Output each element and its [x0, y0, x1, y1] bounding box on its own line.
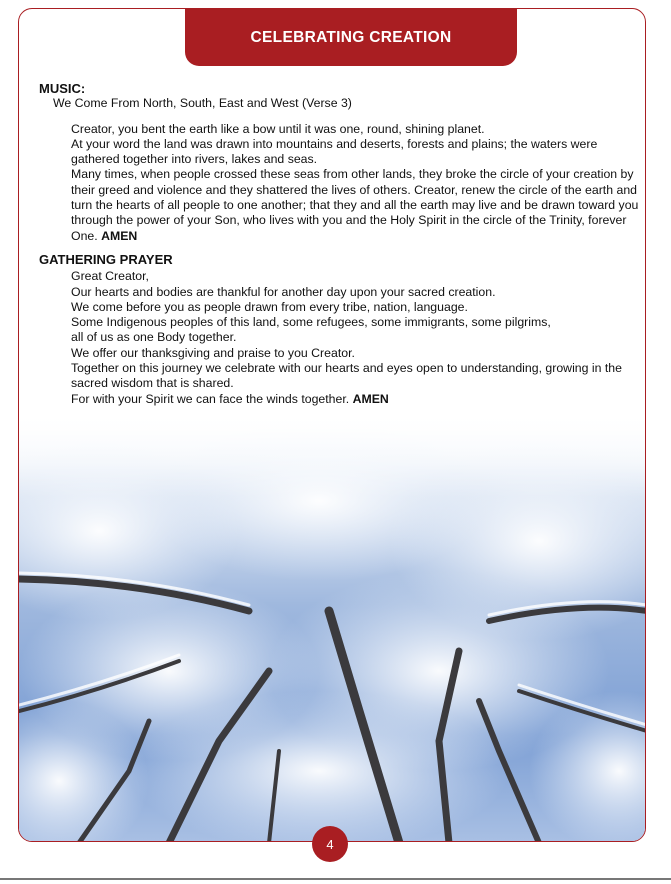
gathering-line-2: Our hearts and bodies are thankful for another day upon your sacred creation. — [71, 284, 496, 299]
gathering-amen: AMEN — [352, 391, 389, 406]
music-heading: MUSIC: — [39, 81, 86, 96]
content — [39, 81, 639, 407]
page-title: CELEBRATING CREATION — [250, 28, 452, 46]
gathering-line-4: Some Indigenous peoples of this land, some refugees, some immigrants, some pilgrims, — [71, 315, 551, 330]
song-title: We Come From North, South, East and West (Verse 3) — [53, 96, 352, 111]
page-frame — [18, 8, 646, 842]
gathering-line-3: We come before you as people drawn from every tribe, nation, language. — [71, 299, 468, 314]
gathering-line-7: Together on this journey we celebrate with our hearts and eyes open to understanding, growing in the sacred wisdom that is shared. — [71, 361, 622, 391]
gathering-line-8-text: For with your Spirit we can face the winds together. — [71, 391, 350, 406]
page-number: 4 — [312, 826, 348, 862]
music-line-3 — [71, 167, 639, 243]
music-prayer — [71, 122, 639, 244]
gathering-line-6: We offer our thanksgiving and praise to you Creator. — [71, 345, 355, 360]
music-line-3-text: Many times, when people crossed these seas from other lands, they broke the circle of your creation by their greed and violence and they shattered the lives of others. Creator, renew the circle of the earth and turn the hearts of all people to one another; that they and all the earth may live and be drawn toward you through the power of your Son, who lives with you and the Holy Spirit in the circle of the Trinity, forever One. — [71, 167, 639, 243]
title-tab — [185, 9, 517, 66]
bottom-divider — [0, 878, 671, 880]
gathering-heading: GATHERING PRAYER — [39, 251, 173, 267]
gathering-line-1: Great Creator, — [71, 269, 149, 284]
music-line-2: At your word the land was drawn into mountains and deserts, forests and plains; the waters were gathered together into rivers, lakes and seas. — [71, 136, 598, 167]
music-line-1: Creator, you bent the earth like a bow until it was one, round, shining planet. — [71, 121, 485, 136]
music-amen: AMEN — [101, 228, 138, 243]
gathering-line-8 — [71, 392, 639, 407]
snowy-trees-photo — [19, 411, 646, 842]
gathering-line-5: all of us as one Body together. — [71, 330, 237, 345]
gathering-prayer — [71, 269, 639, 407]
